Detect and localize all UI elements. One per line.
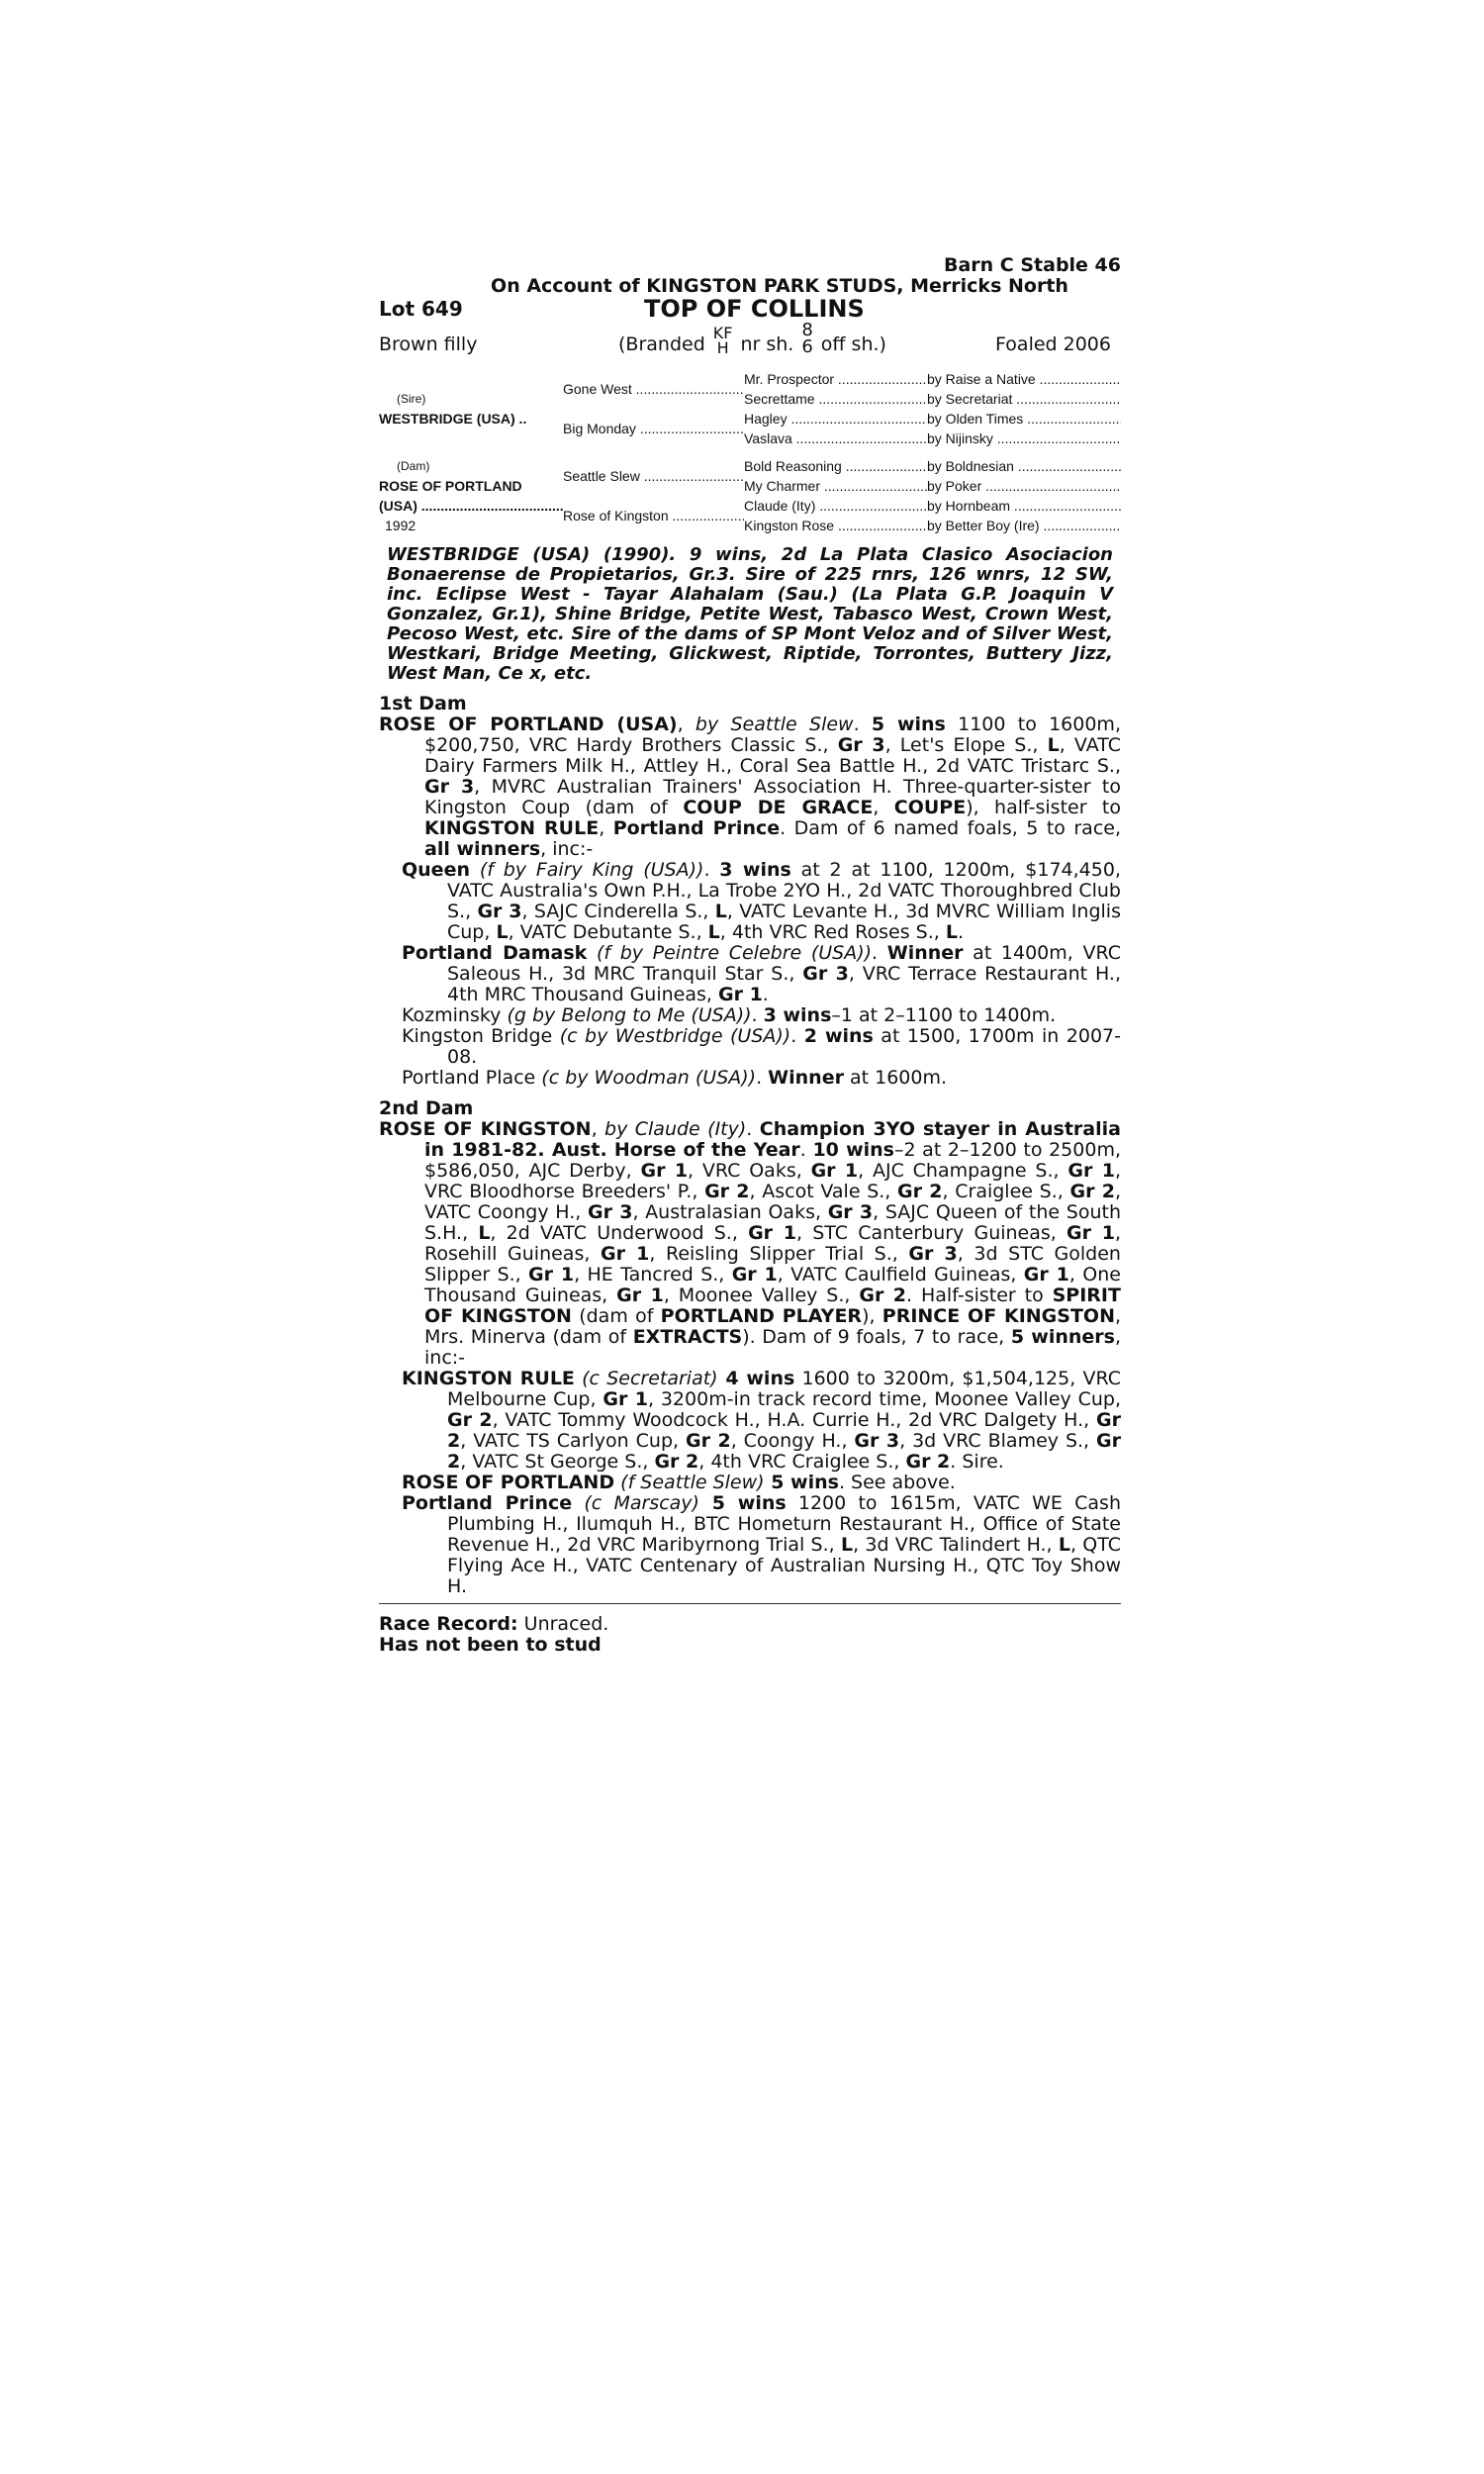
sire-summary: WESTBRIDGE (USA) (1990). 9 wins, 2d La Plata Clasico Asociacion Bonaerense de Propietarios, Gr.3. Sire of 225 rnrs, 126 wnrs, 12 SW, inc. Eclipse West - Tayar Alahalam (Sau.) (La Plata G.P. Joaquin V Gonzalez, Gr.1), Shine Bridge, Petite West, Tabasco West, Crown West, Pecoso West, etc. Sire of the dams of SP Mont Veloz and of Silver West, Westkari, Bridge Meeting, Glickwest, Riptide, Torrontes, Buttery Jizz, West Man, Ce x, etc. xyxy=(387,544,1113,684)
foaled-year: Foaled 2006 xyxy=(995,333,1111,355)
dam-label: (Dam) xyxy=(397,459,430,473)
sire-cell xyxy=(379,369,563,448)
race-record: Race Record: Unraced. xyxy=(379,1613,609,1635)
offspring-rose-of-portland: ROSE OF PORTLAND (f Seattle Slew) 5 wins. See above. xyxy=(402,1472,956,1493)
g2-2: Secrettame ..... xyxy=(744,389,927,409)
divider xyxy=(379,1603,1121,1604)
barn-stable: Barn C Stable 46 xyxy=(943,254,1121,276)
offspring-portland-place: Portland Place (c by Woodman (USA)). Winner at 1600m. xyxy=(402,1067,948,1089)
g3-7: by Hornbeam ..... xyxy=(927,496,1121,516)
brand-top: KF xyxy=(712,324,733,342)
brand-num-bottom: 6 xyxy=(801,336,813,357)
dam-side xyxy=(379,456,1121,535)
g3-1: by Raise a Native ..... xyxy=(927,369,1121,389)
g2-5: Bold Reasoning ..... xyxy=(744,456,927,476)
dam-name-2: (USA) ..... xyxy=(379,496,563,516)
catalogue-page xyxy=(379,255,1121,1656)
sire-side xyxy=(379,369,1121,448)
stud-status: Has not been to stud xyxy=(379,1634,602,1656)
brand-bottom: H xyxy=(716,338,729,357)
first-dam-paragraph: ROSE OF PORTLAND (USA), by Seattle Slew. 5 wins 1100 to 1600m, $200,750, VRC Hardy Brothers Classic S., Gr 3, Let's Elope S., L, VATC Dairy Farmers Milk H., Attley H., Coral Sea Battle H., 2d VATC Tristarc S., Gr 3, MVRC Australian Trainers' Association H. Three-quarter-sister to Kingston Coup (dam of COUP DE GRACE, COUPE), half-sister to KINGSTON RULE, Portland Prince. Dam of 6 named foals, 5 to race, all winners, inc:- xyxy=(379,714,1121,860)
horse-colour-sex: Brown filly xyxy=(379,333,478,355)
dam-name: ROSE OF PORTLAND xyxy=(379,478,522,494)
pedigree-table xyxy=(379,369,1121,535)
offspring-kingston-bridge: Kingston Bridge (c by Westbridge (USA)). 2 wins at 1500, 1700m in 2007-08. xyxy=(402,1025,1121,1068)
sire-dam: Big Monday ..... xyxy=(563,409,744,448)
vendor-account: On Account of KINGSTON PARK STUDS, Merricks North xyxy=(491,275,1068,297)
dam-sire: Seattle Slew ..... xyxy=(563,456,744,496)
g2-1: Mr. Prospector ..... xyxy=(744,369,927,389)
g3-6: by Poker ..... xyxy=(927,476,1121,496)
dam-year: 1992 xyxy=(385,518,417,533)
g3-5: by Boldnesian ..... xyxy=(927,456,1121,476)
brand-mark xyxy=(713,326,733,355)
offspring-kozminsky: Kozminsky (g by Belong to Me (USA)). 3 wins–1 at 2–1100 to 1400m. xyxy=(402,1004,1057,1026)
g3-3: by Olden Times ..... xyxy=(927,409,1121,428)
g2-4: Vaslava ..... xyxy=(744,428,927,448)
g2-7: Claude (Ity) ..... xyxy=(744,496,927,516)
lot-number: Lot 649 xyxy=(379,297,463,321)
dam-cell xyxy=(379,456,563,535)
brand-num-top: 8 xyxy=(801,320,813,340)
offspring-kingston-rule: KINGSTON RULE (c Secretariat) 4 wins 1600 to 3200m, $1,504,125, VRC Melbourne Cup, Gr 1, 3200m-in track record time, Moonee Valley Cup, Gr 2, VATC Tommy Woodcock H., H.A. Currie H., 2d VRC Dalgety H., Gr 2, VATC TS Carlyon Cup, Gr 2, Coongy H., Gr 3, 3d VRC Blamey S., Gr 2, VATC St George S., Gr 2, 4th VRC Craiglee S., Gr 2. Sire. xyxy=(402,1368,1121,1473)
brand-prefix: (Branded xyxy=(618,333,705,355)
g2-6: My Charmer ..... xyxy=(744,476,927,496)
g3-4: by Nijinsky ..... xyxy=(927,428,1121,448)
g3-2: by Secretariat ..... xyxy=(927,389,1121,409)
offspring-queen: Queen (f by Fairy King (USA)). 3 wins at 2 at 1100, 1200m, $174,450, VATC Australia's Own P.H., La Trobe 2YO H., 2d VATC Thoroughbred Club S., Gr 3, SAJC Cinderella S., L, VATC Levante H., 3d MVRC William Inglis Cup, L, VATC Debutante S., L, 4th VRC Red Roses S., L. xyxy=(402,859,1121,943)
sire-sire: Gone West ..... xyxy=(563,369,744,409)
brand-description xyxy=(577,322,982,355)
offspring-portland-damask: Portland Damask (f by Peintre Celebre (USA)). Winner at 1400m, VRC Saleous H., 3d MRC Tranquil Star S., Gr 3, VRC Terrace Restaurant H., 4th MRC Thousand Guineas, Gr 1. xyxy=(402,942,1122,1005)
g3-8: by Better Boy (Ire) ..... xyxy=(927,516,1121,535)
dam-dam: Rose of Kingston ..... xyxy=(563,496,744,535)
description-row xyxy=(379,322,1121,355)
first-dam-title: 1st Dam xyxy=(379,693,467,714)
g2-8: Kingston Rose ..... xyxy=(744,516,927,535)
second-dam-paragraph: ROSE OF KINGSTON, by Claude (Ity). Champion 3YO stayer in Australia in 1981-82. Aust. Horse of the Year. 10 wins–2 at 2–1200 to 2500m, $586,050, AJC Derby, Gr 1, VRC Oaks, Gr 1, AJC Champagne S., Gr 1, VRC Bloodhorse Breeders' P., Gr 2, Ascot Vale S., Gr 2, Craiglee S., Gr 2, VATC Coongy H., Gr 3, Australasian Oaks, Gr 3, SAJC Queen of the South S.H., L, 2d VATC Underwood S., Gr 1, STC Canterbury Guineas, Gr 1, Rosehill Guineas, Gr 1, Reisling Slipper Trial S., Gr 3, 3d STC Golden Slipper S., Gr 1, HE Tancred S., Gr 1, VATC Caulfield Guineas, Gr 1, One Thousand Guineas, Gr 1, Moonee Valley S., Gr 2. Half-sister to SPIRIT OF KINGSTON (dam of PORTLAND PLAYER), PRINCE OF KINGSTON, Mrs. Minerva (dam of EXTRACTS). Dam of 9 foals, 7 to race, 5 winners, inc:- xyxy=(379,1118,1122,1369)
sire-name: WESTBRIDGE (USA) .. xyxy=(379,411,527,427)
offspring-portland-prince: Portland Prince (c Marscay) 5 wins 1200 to 1615m, VATC WE Cash Plumbing H., Ilumquh H., BTC Hometurn Restaurant H., Office of State Revenue H., 2d VRC Maribyrnong Trial S., L, 3d VRC Talindert H., L, QTC Flying Ace H., VATC Centenary of Australian Nursing H., QTC Toy Show H. xyxy=(402,1492,1122,1597)
g2-3: Hagley ..... xyxy=(744,409,927,428)
second-dam-title: 2nd Dam xyxy=(379,1097,474,1119)
brand-suffix: off sh.) xyxy=(820,333,886,355)
brand-number xyxy=(801,322,812,355)
horse-name: TOP OF COLLINS xyxy=(644,295,865,323)
sire-label: (Sire) xyxy=(397,392,426,406)
lot-row xyxy=(379,295,1121,323)
brand-mid: nr sh. xyxy=(740,333,794,355)
